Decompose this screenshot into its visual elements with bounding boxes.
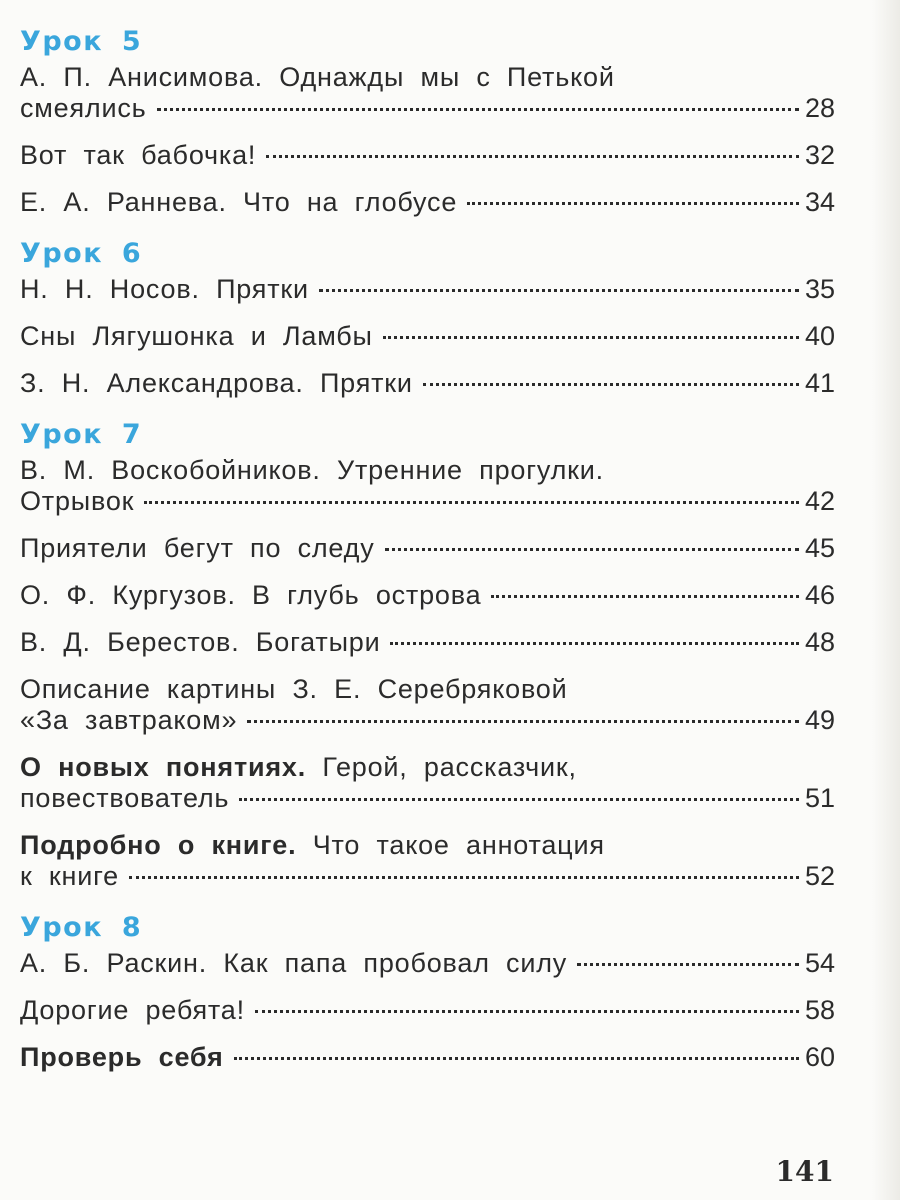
entry-title-last: Отрывок: [20, 486, 135, 516]
dot-leader: [385, 548, 799, 551]
entry-title-text: [20, 580, 481, 611]
toc-entry[interactable]: [20, 1042, 835, 1073]
entry-title-text: Герой, рассказчик,: [306, 752, 577, 782]
lesson-section: [20, 415, 835, 892]
toc-entry[interactable]: [20, 674, 835, 736]
entry-page-number: 35: [804, 274, 835, 304]
entry-page-line: [20, 486, 835, 517]
entry-title-text: [20, 995, 245, 1026]
dot-leader: [255, 1010, 799, 1013]
entry-title-last: Вот так бабочка!: [20, 140, 257, 170]
dot-leader: [383, 336, 799, 339]
entry-page-number: 58: [804, 995, 835, 1025]
toc-entry[interactable]: [20, 830, 835, 892]
entry-title-text: А. П. Анисимова. Однажды мы с Петькой: [20, 62, 615, 92]
entry-title-last: повествователь: [20, 783, 230, 813]
entry-title-line: [20, 455, 835, 486]
lesson-heading: Урок 6: [20, 238, 143, 269]
dot-leader: [157, 108, 799, 111]
entry-title-line: [20, 830, 835, 861]
entry-title-last: Е. А. Раннева. Что на глобусе: [20, 187, 458, 217]
dot-leader: [266, 155, 799, 158]
dot-leader: [247, 720, 799, 723]
entry-title-line: [20, 62, 835, 93]
entry-title-text: [20, 187, 457, 218]
entry-page-number: 49: [804, 705, 835, 735]
entry-page-line: [20, 368, 835, 399]
dot-leader: [423, 383, 799, 386]
dot-leader: [319, 289, 799, 292]
entry-title-text: Что такое аннотация: [296, 830, 605, 860]
entry-title-last: смеялись: [20, 93, 147, 123]
entry-page-line: [20, 187, 835, 218]
lesson-section: [20, 908, 835, 1073]
entry-page-line: [20, 783, 835, 814]
table-of-contents: [20, 22, 835, 1089]
dot-leader: [239, 798, 799, 801]
entry-page-line: [20, 948, 835, 979]
entry-bold-label: Проверь себя: [20, 1042, 224, 1072]
entry-page-line: [20, 321, 835, 352]
entry-page-number: 60: [804, 1042, 835, 1072]
entry-title-text: [20, 1042, 224, 1073]
toc-entry[interactable]: [20, 455, 835, 517]
entry-title-text: [20, 486, 134, 517]
lesson-heading: Урок 7: [20, 419, 143, 450]
entry-title-text: [20, 861, 119, 892]
dot-leader: [129, 876, 799, 879]
entry-title-text: [20, 948, 567, 979]
entry-title-text: [20, 321, 373, 352]
entry-page-line: [20, 93, 835, 124]
entry-page-line: [20, 1042, 835, 1073]
entry-title-text: [20, 783, 229, 814]
entry-page-number: 40: [804, 321, 835, 351]
lesson-heading: Урок 8: [20, 912, 143, 943]
entry-title-last: к книге: [20, 861, 119, 891]
entry-page-number: 46: [804, 580, 835, 610]
toc-entry[interactable]: [20, 140, 835, 171]
entry-title-last: Приятели бегут по следу: [20, 533, 375, 563]
entry-title-last: Н. Н. Носов. Прятки: [20, 274, 309, 304]
entry-title-last: Сны Лягушонка и Ламбы: [20, 321, 373, 351]
toc-entry[interactable]: [20, 274, 835, 305]
entry-page-number: 52: [804, 861, 835, 891]
toc-entry[interactable]: [20, 533, 835, 564]
toc-entry[interactable]: [20, 627, 835, 658]
dot-leader: [467, 202, 799, 205]
entry-title-text: Описание картины З. Е. Серебряковой: [20, 674, 568, 704]
dot-leader: [577, 963, 799, 966]
entry-page-line: [20, 140, 835, 171]
entry-title-last: А. Б. Раскин. Как папа пробовал силу: [20, 948, 568, 978]
entry-title-text: [20, 274, 309, 305]
dot-leader: [491, 595, 799, 598]
toc-entry[interactable]: [20, 368, 835, 399]
entry-title-text: [20, 627, 380, 658]
entry-page-line: [20, 627, 835, 658]
entry-page-number: 48: [804, 627, 835, 657]
entry-bold-label: Подробно о книге.: [20, 830, 297, 860]
entry-title-last: «За завтраком»: [20, 705, 238, 735]
dot-leader: [234, 1057, 799, 1060]
entry-title-last: Дорогие ребята!: [20, 995, 245, 1025]
entry-page-line: [20, 861, 835, 892]
dot-leader: [390, 642, 798, 645]
lesson-section: [20, 22, 835, 218]
entry-title-text: [20, 93, 147, 124]
toc-entry[interactable]: [20, 62, 835, 124]
entry-page-line: [20, 995, 835, 1026]
entry-page-number: 28: [804, 93, 835, 123]
entry-title-last: О. Ф. Кургузов. В глубь острова: [20, 580, 482, 610]
entry-page-line: [20, 580, 835, 611]
entry-title-line: [20, 752, 835, 783]
entry-page-number: 41: [804, 368, 835, 398]
page-edge-shadow: [872, 0, 900, 1200]
entry-title-text: [20, 140, 256, 171]
page-number: 141: [775, 1155, 834, 1188]
entry-page-line: [20, 274, 835, 305]
entry-page-number: 51: [804, 783, 835, 813]
toc-entry[interactable]: [20, 580, 835, 611]
toc-entry[interactable]: [20, 752, 835, 814]
entry-title-text: [20, 368, 413, 399]
toc-entry[interactable]: [20, 321, 835, 352]
dot-leader: [144, 501, 799, 504]
entry-title-last: З. Н. Александрова. Прятки: [20, 368, 413, 398]
entry-page-number: 42: [804, 486, 835, 516]
toc-entry[interactable]: [20, 948, 835, 979]
entry-title-text: [20, 533, 375, 564]
entry-page-number: 34: [804, 187, 835, 217]
entry-page-number: 32: [804, 140, 835, 170]
entry-page-number: 45: [804, 533, 835, 563]
entry-title-text: В. М. Воскобойников. Утренние прогулки.: [20, 455, 604, 485]
toc-entry[interactable]: [20, 187, 835, 218]
entry-title-text: [20, 705, 237, 736]
entry-bold-label: О новых понятиях.: [20, 752, 307, 782]
toc-entry[interactable]: [20, 995, 835, 1026]
entry-title-line: [20, 674, 835, 705]
entry-page-line: [20, 533, 835, 564]
entry-page-line: [20, 705, 835, 736]
entry-page-number: 54: [804, 948, 835, 978]
entry-title-last: В. Д. Берестов. Богатыри: [20, 627, 381, 657]
lesson-section: [20, 234, 835, 399]
lesson-heading: Урок 5: [20, 26, 143, 57]
